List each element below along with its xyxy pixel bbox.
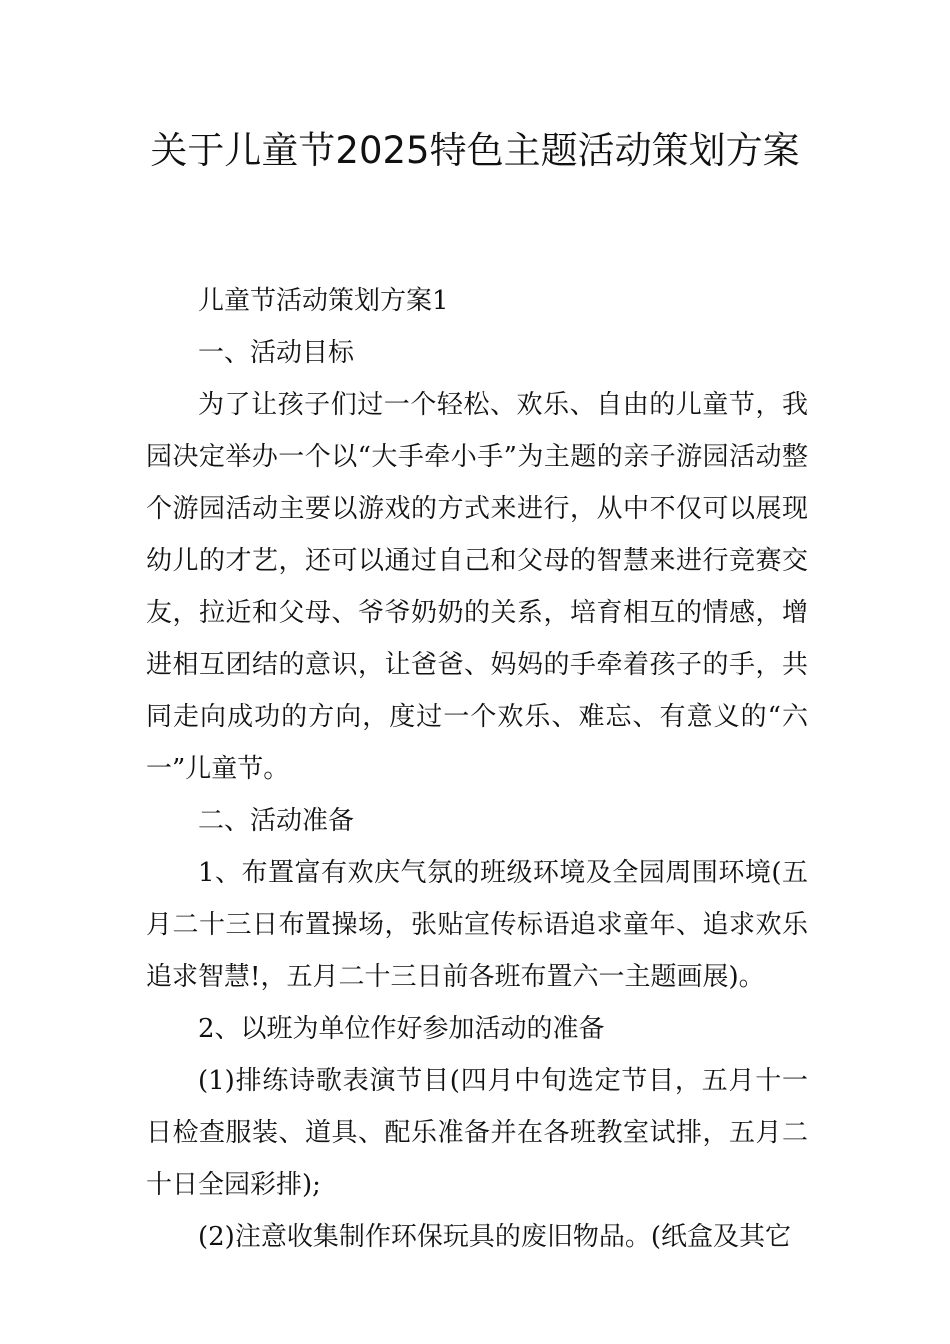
body-paragraph: (2)注意收集制作环保玩具的废旧物品。(纸盒及其它 xyxy=(198,1222,791,1252)
body-paragraph: 1、布置富有欢庆气氛的班级环境及全园周围环境(五月二十三日布置操场，张贴宣传标语追求童年、追求欢乐追求智慧!，五月二十三日前各班布置六一主题画展)。 xyxy=(146,858,808,992)
document-body xyxy=(146,275,808,1263)
section-heading: 一、活动目标 xyxy=(198,338,355,368)
body-paragraph: 为了让孩子们过一个轻松、欢乐、自由的儿童节，我园决定举办一个以“大手牵小手”为主题的亲子游园活动整个游园活动主要以游戏的方式来进行，从中不仅可以展现幼儿的才艺，还可以通过自己和父母的智慧来进行竞赛交友，拉近和父母、爷爷奶奶的关系，培育相互的情感，增进相互团结的意识，让爸爸、妈妈的手牵着孩子的手，共同走向成功的方向，度过一个欢乐、难忘、有意义的“六一”儿童节。 xyxy=(146,390,808,784)
section-heading: 二、活动准备 xyxy=(198,806,355,836)
document-title: 关于儿童节2025特色主题活动策划方案 xyxy=(150,129,800,172)
body-paragraph: 2、以班为单位作好参加活动的准备 xyxy=(198,1014,605,1044)
section-heading: 儿童节活动策划方案1 xyxy=(198,286,449,316)
body-paragraph: (1)排练诗歌表演节目(四月中旬选定节目，五月十一日检查服装、道具、配乐准备并在各班教室试排，五月二十日全园彩排); xyxy=(146,1066,808,1200)
